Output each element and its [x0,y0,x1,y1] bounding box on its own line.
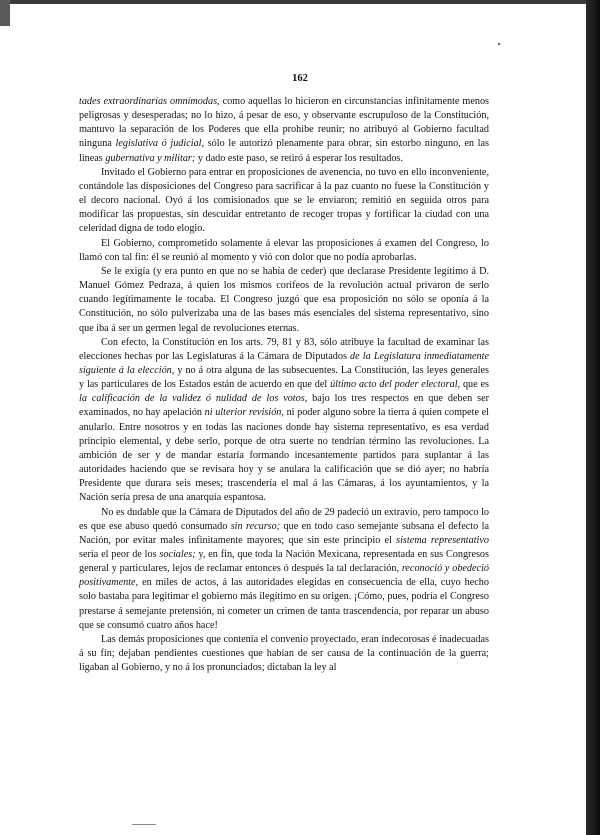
paragraph [79,506,489,633]
text-run: y no á otra alguna de las subsecuentes. La Constitución, las leyes generales y las particulares de los Estados están de acuerdo en que del [79,364,490,391]
scan-border-right [586,0,600,835]
page-body [79,95,489,675]
text-run: El Gobierno, comprometido solamente á elevar las proposiciones á examen del Congreso, lo llamó con tal fin: él se reunió al momento y vió con dolor que no podía aprobarlas. [79,237,489,263]
text-run: como aquellas lo hicieron en circunstancias infinitamente menos peligrosas y desesperadas; no lo hizo, á pesar de eso, y observante escrupuloso de la Constitución, mantuvo la separación de los Poderes que ella prohibe reunir; no atribuyó al Gobierno facultad ninguna [79,96,489,150]
text-run: que en todo caso semejante subsana el defecto la Nación, por evitar males infinitamente mayores; que sin este principio el [79,520,489,546]
italic-run: ni ulterior revisión, [204,407,284,419]
text-run: Se le exigía (y era punto en que no se había de ceder) que declarase Presidente legítimo á D. Manuel Gómez Pedraza, á quien los mismos corifeos de la revolución actual privaron de serlo cuando legítimamente le tocaba. El Congreso juzgó que esa proposición no sólo se oponía á la Constitución, no sólo pulverizaba una de las bases más esenciales del sistema representativo, sino que iba á ser un germen legal de revoluciones eternas. [79,265,489,334]
italic-run: gubernativa y militar; [105,152,196,164]
italic-run: sociales; [159,549,196,560]
italic-run: sistema representativo [396,534,489,546]
italic-run: reconoció y obedeció positivamente, [79,563,489,589]
italic-run: tades extraordinarias omnímodas, [79,96,220,107]
paragraph [79,265,489,336]
paragraph [79,166,489,237]
page-number: 162 [292,73,308,84]
text-run: sería el peor de los [79,549,160,560]
footer-rule [132,824,156,825]
text-run: ni poder alguno sobre la tierra á quien compete el anularlo. Entre nosotros y en todas las naciones donde hay sistema representativo, es esa verdad principio elemental, y debe serlo, porque de otra suerte no tendrían término las revoluciones. La ambición de ser y de mandar estaría formando incesantemente partidos para suplantar á las autoridades haciendo que se revisara hoy y se anulara la calificación que se dió ayer; no habría Presidente que durara seis meses; trascendería el mal á las Cámaras, á los ayuntamientos, y la Nación sería presa de una anarquía espantosa. [79,407,489,504]
scan-border-top [0,0,600,4]
paragraph [79,237,489,265]
italic-run: de la Legislatura inmediatamente siguiente á la elección, [79,350,489,376]
text-run: Con efecto, la Constitución en los arts. 79, 81 y 83, sólo atribuye la facultad de examinar las elecciones hechas por las Legislaturas á la Cámara de Diputados [79,336,489,362]
italic-run: legislativa ó judicial, [115,138,205,150]
italic-run: último acto del poder electoral, [330,379,461,391]
scan-corner-mark [0,0,10,26]
text-run: sólo le autorizó plenamente para obrar, sin estorbo ninguno, en las líneas [79,138,489,164]
italic-run: la calificación de la validez ó nulidad de los votos, [79,393,308,405]
italic-run: sin recurso; [230,520,281,532]
paragraph [79,95,489,166]
paragraph [79,633,489,675]
text-run: y, en fin, que toda la Nación Mexicana, representada en sus Congresos general y particulares, lejos de reclamar entonces ó después la tal declaración, [79,549,489,575]
text-run: No es dudable que la Cámara de Diputados del año de 29 padeció un extravío, pero tampoco lo es que ese abuso quedó consumado [79,506,489,532]
text-run: que es [460,379,490,391]
text-run: Invitado el Gobierno para entrar en proposiciones de avenencia, no tuvo en ello inconveniente, contándole las disposiciones del Congreso para sacrificar á la paz cuanto no fuese la Constitución y el decoro nacional. Oyó á los comisionados que se le enviaron; remitió en seguida otros para modificar las propuestas, sin descuidar entretanto de recoger tropas y fortificar la ciudad con una celeridad digna de todo elogio. [79,166,489,235]
text-run: bajo los tres respectos en que deben ser examinados, no hay apelación [79,393,489,419]
scan-speck [498,43,500,45]
text-run: Las demás proposiciones que contenía el convenio proyectado, eran indecorosas é inadecuadas á su fin; dejaban pendientes cuestiones que habían de ser causa de la continuación de la guerra; ligaban al Gobierno, y no á los pronunciados; dictaban la ley al [79,633,489,674]
text-run: en miles de actos, á las autoridades elegidas en consecuencia de ella, cuyo hecho solo bastaba para legitimar el gobierno más ilegítimo en su origen. ¡Cómo, pues, podría el Congreso prestarse á semejante pretensión, ni cometer un crimen de tanta trascendencia, por reparar un abuso que se consumó cuatro años hace! [79,577,489,631]
text-run: y dado este paso, se retiró á esperar los resultados. [195,152,403,164]
paragraph [79,336,489,506]
